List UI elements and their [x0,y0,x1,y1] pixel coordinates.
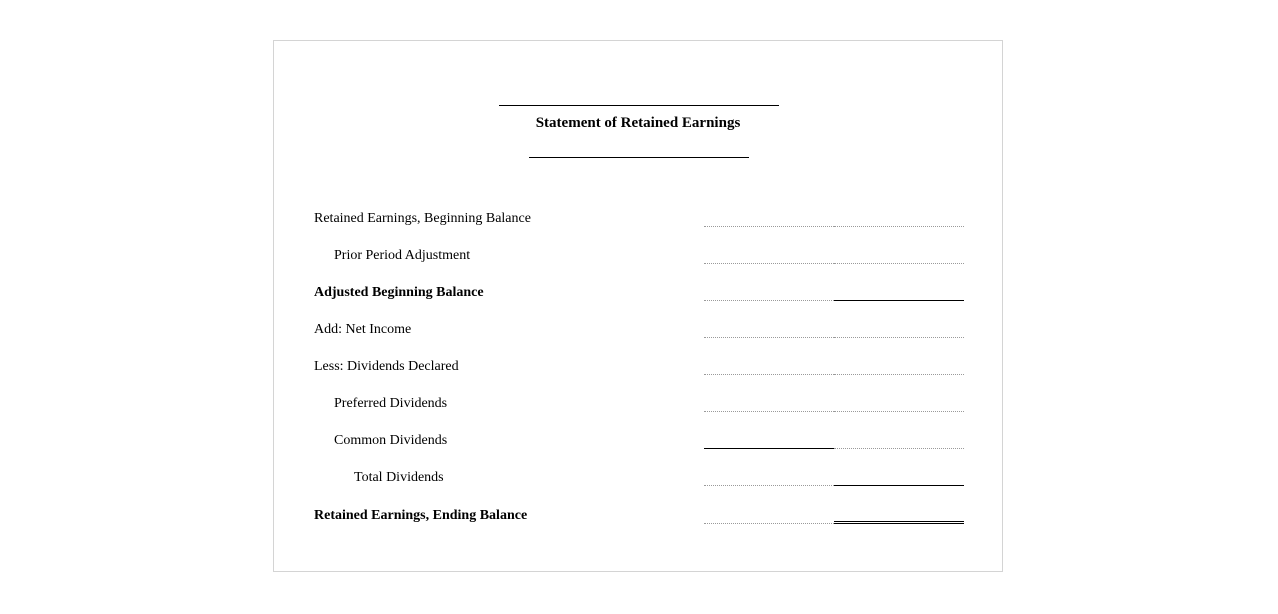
statement-row-prior-period-adjustment [274,247,1002,284]
statement-row-net-income [274,321,1002,358]
amount-cell-col2[interactable] [834,432,964,449]
statement-row-total-dividends [274,469,1002,506]
statement-row-ending-balance [274,507,1002,544]
amount-cell-col2[interactable] [834,507,964,524]
amount-cell-col1[interactable] [704,321,834,338]
amount-cell-col2[interactable] [834,358,964,375]
row-label: Add: Net Income [314,322,412,337]
statement-title: Statement of Retained Earnings [535,115,741,131]
row-label: Total Dividends [354,470,444,485]
statement-row-beginning-balance [274,210,1002,247]
row-label: Retained Earnings, Beginning Balance [314,211,531,226]
amount-cell-col2[interactable] [834,284,964,301]
statement-row-dividends-declared [274,358,1002,395]
amount-cell-col2[interactable] [834,395,964,412]
amount-cell-col1[interactable] [704,395,834,412]
amount-cell-col2[interactable] [834,469,964,486]
row-label: Less: Dividends Declared [314,359,459,374]
statement-row-common-dividends [274,432,1002,469]
amount-cell-col1[interactable] [704,507,834,524]
row-label: Retained Earnings, Ending Balance [314,508,528,523]
row-label: Common Dividends [334,433,448,448]
amount-cell-col1[interactable] [704,432,834,449]
amount-cell-col1[interactable] [704,358,834,375]
period-blank-line[interactable] [529,157,749,158]
statement-sheet [273,40,1003,572]
row-label: Adjusted Beginning Balance [314,285,484,300]
amount-cell-col1[interactable] [704,284,834,301]
amount-cell-col1[interactable] [704,469,834,486]
amount-cell-col2[interactable] [834,321,964,338]
amount-cell-col1[interactable] [704,210,834,227]
amount-cell-col1[interactable] [704,247,834,264]
statement-row-preferred-dividends [274,395,1002,432]
statement-row-adjusted-beginning-balance [274,284,1002,321]
row-label: Prior Period Adjustment [334,248,471,263]
amount-cell-col2[interactable] [834,210,964,227]
amount-cell-col2[interactable] [834,247,964,264]
company-name-blank-line[interactable] [499,105,779,106]
row-label: Preferred Dividends [334,396,448,411]
